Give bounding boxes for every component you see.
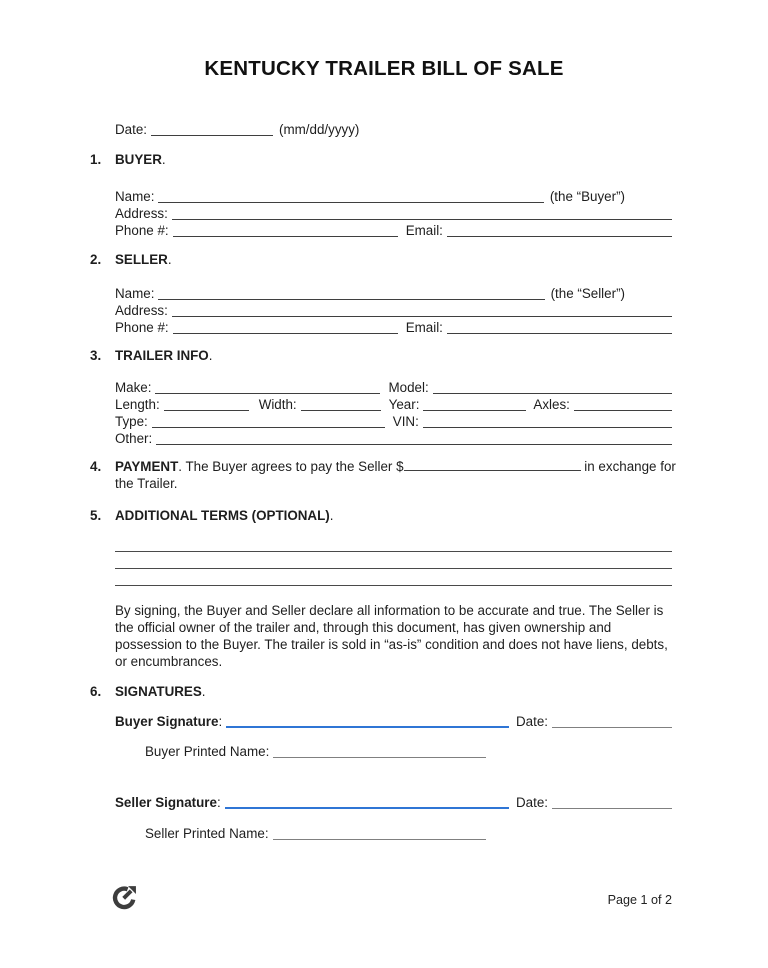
terms-blank-line[interactable] [115,534,672,552]
buyer-signature-label-suffix: : [218,714,223,729]
section-title-additional-terms: ADDITIONAL TERMS (OPTIONAL) [115,508,330,523]
trailer-type-vin-row [115,413,672,430]
seller-printed-name-row [115,825,672,842]
buyer-fields [115,188,672,239]
seller-email-line[interactable] [447,321,672,334]
trailer-width-label: Width: [258,397,297,412]
section-title-suffix-seller: . [167,252,172,267]
section-title-seller: SELLER [115,252,168,267]
trailer-axles-label: Axles: [533,397,570,412]
section-title-buyer: BUYER [115,152,162,167]
buyer-phone-line[interactable] [173,224,398,237]
trailer-length-line[interactable] [164,398,249,411]
seller-address-row [115,302,672,319]
trailer-model-line[interactable] [433,381,672,394]
trailer-make-line[interactable] [155,381,380,394]
seller-address-label: Address: [115,303,168,318]
seller-signature-label: Seller Signature [115,795,217,810]
trailer-type-line[interactable] [152,415,385,428]
section-number-signatures: 6. [90,684,102,699]
section-title-trailer: TRAILER INFO [115,348,209,363]
date-line[interactable] [151,123,273,136]
trailer-model-label: Model: [388,380,429,395]
trailer-year-line[interactable] [423,398,526,411]
seller-name-line[interactable] [158,287,544,300]
buyer-email-line[interactable] [447,224,672,237]
circular-arrow-icon [111,883,139,911]
buyer-email-label: Email: [405,223,443,238]
payment-text-line2: the Trailer. [115,476,178,491]
buyer-printed-name-label: Buyer Printed Name: [145,744,270,759]
buyer-signature-line[interactable] [226,714,509,728]
seller-name-label: Name: [115,286,155,301]
buyer-printed-name-row [115,743,672,760]
buyer-address-row [115,205,672,222]
trailer-dimensions-row [115,396,672,413]
section-heading-payment [90,458,676,475]
trailer-length-label: Length: [115,397,160,412]
declaration-paragraph: By signing, the Buyer and Seller declare all information to be accurate and true. The Seller is the official owner of the trailer and, through this document, has given ownership and possession to the Buyer. The trailer is sold in “as-is” condition and does not have liens, debts, or encumbrances. [115,603,668,669]
buyer-name-suffix: (the “Buyer”) [549,189,625,204]
terms-blank-line[interactable] [115,552,672,569]
buyer-printed-name-line[interactable] [273,745,486,758]
seller-phone-line[interactable] [173,321,398,334]
terms-blank-line[interactable] [115,569,672,586]
section-title-suffix-buyer: . [161,152,166,167]
trailer-other-label: Other: [115,431,153,446]
section-number-trailer: 3. [90,348,102,363]
buyer-name-row [115,188,625,205]
trailer-other-line[interactable] [156,432,672,445]
section-title-suffix-trailer: . [208,348,213,363]
page-number-label: Page 1 of 2 [607,893,672,907]
buyer-name-line[interactable] [158,190,543,203]
seller-email-label: Email: [405,320,443,335]
date-label: Date: [115,122,148,137]
seller-signature-row [115,794,672,811]
trailer-width-line[interactable] [301,398,381,411]
section-heading-additional-terms [90,507,672,524]
section-number-additional-terms: 5. [90,508,102,523]
seller-signature-date-line[interactable] [552,796,672,809]
trailer-make-model-row [115,379,672,396]
payment-amount-line[interactable] [404,470,581,471]
seller-fields [115,285,672,336]
section-number-payment: 4. [90,459,102,474]
trailer-vin-label: VIN: [392,414,419,429]
trailer-vin-line[interactable] [423,415,672,428]
seller-signature-date-label: Date: [515,795,548,810]
trailer-make-label: Make: [115,380,152,395]
buyer-address-line[interactable] [172,207,672,220]
section-number-buyer: 1. [90,152,102,167]
buyer-signature-row [115,713,672,730]
section-heading-buyer [90,151,672,168]
additional-terms-lines [115,534,672,586]
seller-name-row [115,285,625,302]
section-heading-seller [90,251,672,268]
section-title-signatures: SIGNATURES [115,684,202,699]
buyer-name-label: Name: [115,189,155,204]
section-number-seller: 2. [90,252,102,267]
seller-signature-label-suffix: : [216,795,221,810]
trailer-other-row [115,430,672,447]
buyer-phone-row [115,222,672,239]
trailer-fields [115,379,672,447]
seller-address-line[interactable] [172,304,672,317]
buyer-signature-date-line[interactable] [552,715,672,728]
seller-phone-label: Phone #: [115,320,169,335]
seller-phone-row [115,319,672,336]
date-format-hint: (mm/dd/yyyy) [279,122,360,137]
section-heading-trailer [90,347,672,364]
section-heading-signatures [90,683,672,700]
seller-printed-name-line[interactable] [273,827,486,840]
buyer-signature-label: Buyer Signature [115,714,219,729]
section-title-suffix-additional-terms: . [329,508,334,523]
buyer-address-label: Address: [115,206,168,221]
buyer-signature-date-label: Date: [515,714,548,729]
section-title-suffix-signatures: . [201,684,206,699]
page-title: KENTUCKY TRAILER BILL OF SALE [204,57,564,80]
date-row [115,121,672,138]
trailer-axles-line[interactable] [574,398,672,411]
trailer-year-label: Year: [388,397,420,412]
buyer-phone-label: Phone #: [115,223,169,238]
trailer-type-label: Type: [115,414,148,429]
seller-name-suffix: (the “Seller”) [550,286,625,301]
payment-text-after: in exchange for [584,459,676,474]
seller-printed-name-label: Seller Printed Name: [145,826,269,841]
payment-text-before: . The Buyer agrees to pay the Seller $ [178,459,404,474]
seller-signature-line[interactable] [225,795,509,809]
section-title-payment: PAYMENT [115,459,179,474]
